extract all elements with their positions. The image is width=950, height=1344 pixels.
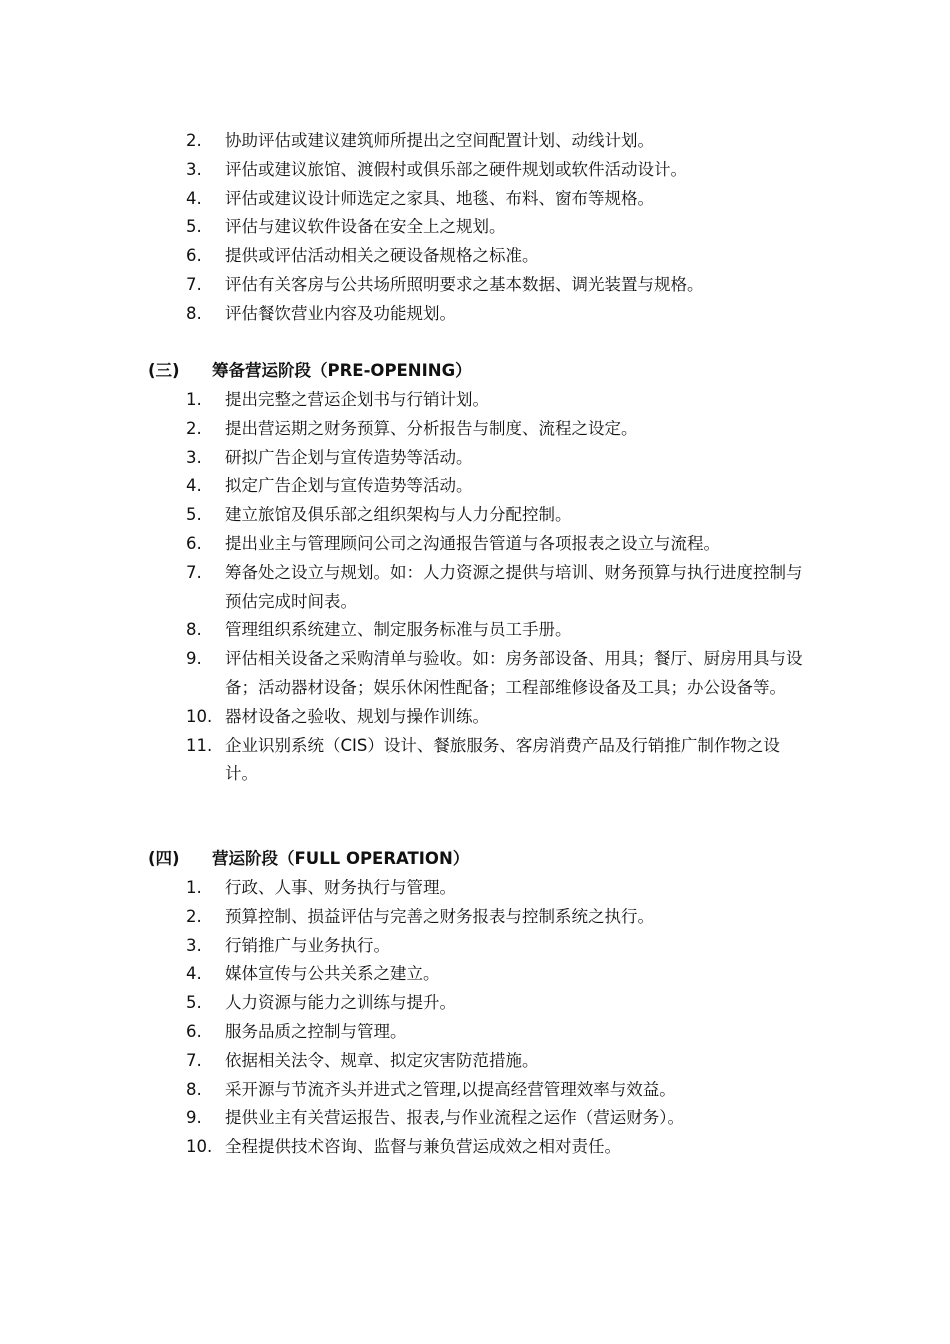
item-text: 采开源与节流齐头并进式之管理,以提高经营管理效率与效益。 [225, 1079, 676, 1099]
list-item [0, 1133, 950, 1162]
item-number: 8. [186, 303, 202, 323]
item-number: 4. [186, 188, 202, 208]
item-number: 9. [186, 1108, 202, 1128]
item-text: 管理组织系统建立、制定服务标准与员工手册。 [225, 620, 572, 640]
list-item [0, 1076, 950, 1105]
item-text: 评估餐饮营业内容及功能规划。 [225, 303, 456, 323]
item-number: 7. [186, 1050, 202, 1070]
item-text: 评估与建议软件设备在安全上之规划。 [225, 217, 506, 237]
item-number: 2. [186, 131, 202, 150]
item-number: 3. [186, 935, 202, 955]
item-text: 提供业主有关营运报告、报表,与作业流程之运作（营运财务）。 [225, 1108, 684, 1128]
item-number: 1. [186, 878, 202, 897]
list-item [0, 242, 950, 271]
item-text: 预算控制、损益评估与完善之财务报表与控制系统之执行。 [225, 906, 654, 926]
item-text: 提出完整之营运企划书与行销计划。 [225, 390, 489, 409]
list-item [0, 616, 950, 645]
item-number: 6. [186, 246, 202, 266]
section-four-heading [148, 845, 469, 874]
item-number: 7. [186, 562, 202, 582]
section-four-title: 营运阶段（FULL OPERATION） [212, 849, 470, 868]
item-text: 建立旅馆及俱乐部之组织架构与人力分配控制。 [225, 505, 572, 525]
list-item [0, 185, 950, 214]
list-item [0, 127, 950, 156]
list-item [0, 386, 950, 415]
item-text: 全程提供技术咨询、监督与兼负营运成效之相对责任。 [225, 1137, 621, 1157]
item-number: 10. [186, 1137, 213, 1157]
item-text: 器材设备之验收、规划与操作训练。 [225, 706, 489, 726]
item-text: 提出营运期之财务预算、分析报告与制度、流程之设定。 [225, 418, 638, 438]
item-number: 2. [186, 906, 202, 926]
list-item [0, 1104, 950, 1133]
list-item [0, 530, 950, 559]
list-item [0, 645, 950, 703]
item-text: 行政、人事、财务执行与管理。 [225, 878, 456, 897]
list-item [0, 960, 950, 989]
item-number: 8. [186, 620, 202, 640]
item-text: 筹备处之设立与规划。如：人力资源之提供与培训、财务预算与执行进度控制与预估完成时间表。 [225, 562, 803, 611]
item-number: 5. [186, 217, 202, 237]
item-text: 协助评估或建议建筑师所提出之空间配置计划、动线计划。 [225, 131, 654, 150]
list-item [0, 732, 950, 790]
item-number: 4. [186, 964, 202, 984]
list-item [0, 703, 950, 732]
item-number: 5. [186, 505, 202, 525]
item-number: 3. [186, 447, 202, 467]
list-item [0, 1047, 950, 1076]
list-item [0, 989, 950, 1018]
item-number: 8. [186, 1079, 202, 1099]
item-number: 7. [186, 274, 202, 294]
list-item [0, 903, 950, 932]
item-number: 6. [186, 1021, 202, 1041]
list-item [0, 1018, 950, 1047]
item-text: 提出业主与管理顾问公司之沟通报告管道与各项报表之设立与流程。 [225, 533, 720, 553]
item-text: 人力资源与能力之训练与提升。 [225, 993, 456, 1013]
item-number: 9. [186, 649, 202, 669]
list-item [0, 559, 950, 617]
section-three-heading [148, 357, 472, 386]
item-number: 5. [186, 993, 202, 1013]
section-four-list [0, 874, 950, 1162]
item-number: 6. [186, 533, 202, 553]
list-item [0, 213, 950, 242]
list-item [0, 300, 950, 329]
item-text: 拟定广告企划与宣传造势等活动。 [225, 476, 473, 496]
item-text: 行销推广与业务执行。 [225, 935, 390, 955]
item-number: 11. [186, 735, 213, 755]
list-item [0, 444, 950, 473]
list-item [0, 271, 950, 300]
section-three-label: (三) [148, 361, 180, 380]
list-item [0, 415, 950, 444]
item-text: 评估或建议旅馆、渡假村或俱乐部之硬件规划或软件活动设计。 [225, 159, 687, 179]
item-number: 3. [186, 159, 202, 179]
item-text: 媒体宣传与公共关系之建立。 [225, 964, 440, 984]
item-text: 评估有关客房与公共场所照明要求之基本数据、调光装置与规格。 [225, 274, 704, 294]
section-two-list [0, 127, 950, 329]
item-text: 评估相关设备之采购清单与验收。如：房务部设备、用具；餐厅、厨房用具与设备；活动器材设备；娱乐休闲性配备；工程部维修设备及工具；办公设备等。 [225, 649, 803, 697]
item-number: 4. [186, 476, 202, 496]
item-text: 研拟广告企划与宣传造势等活动。 [225, 447, 473, 467]
section-four-label: (四) [148, 849, 180, 868]
section-three-title: 筹备营运阶段（PRE-OPENING） [212, 361, 472, 380]
item-number: 1. [186, 390, 202, 409]
list-item [0, 472, 950, 501]
item-number: 10. [186, 706, 213, 726]
item-text: 提供或评估活动相关之硬设备规格之标准。 [225, 246, 539, 266]
list-item [0, 874, 950, 903]
section-three-list [0, 386, 950, 789]
item-text: 企业识别系统（CIS）设计、餐旅服务、客房消费产品及行销推广制作物之设计。 [225, 735, 780, 784]
item-text: 评估或建议设计师选定之家具、地毯、布料、窗布等规格。 [225, 188, 654, 208]
list-item [0, 156, 950, 185]
item-text: 服务品质之控制与管理。 [225, 1021, 407, 1041]
list-item [0, 501, 950, 530]
item-text: 依据相关法令、规章、拟定灾害防范措施。 [225, 1050, 539, 1070]
list-item [0, 932, 950, 961]
item-number: 2. [186, 418, 202, 438]
